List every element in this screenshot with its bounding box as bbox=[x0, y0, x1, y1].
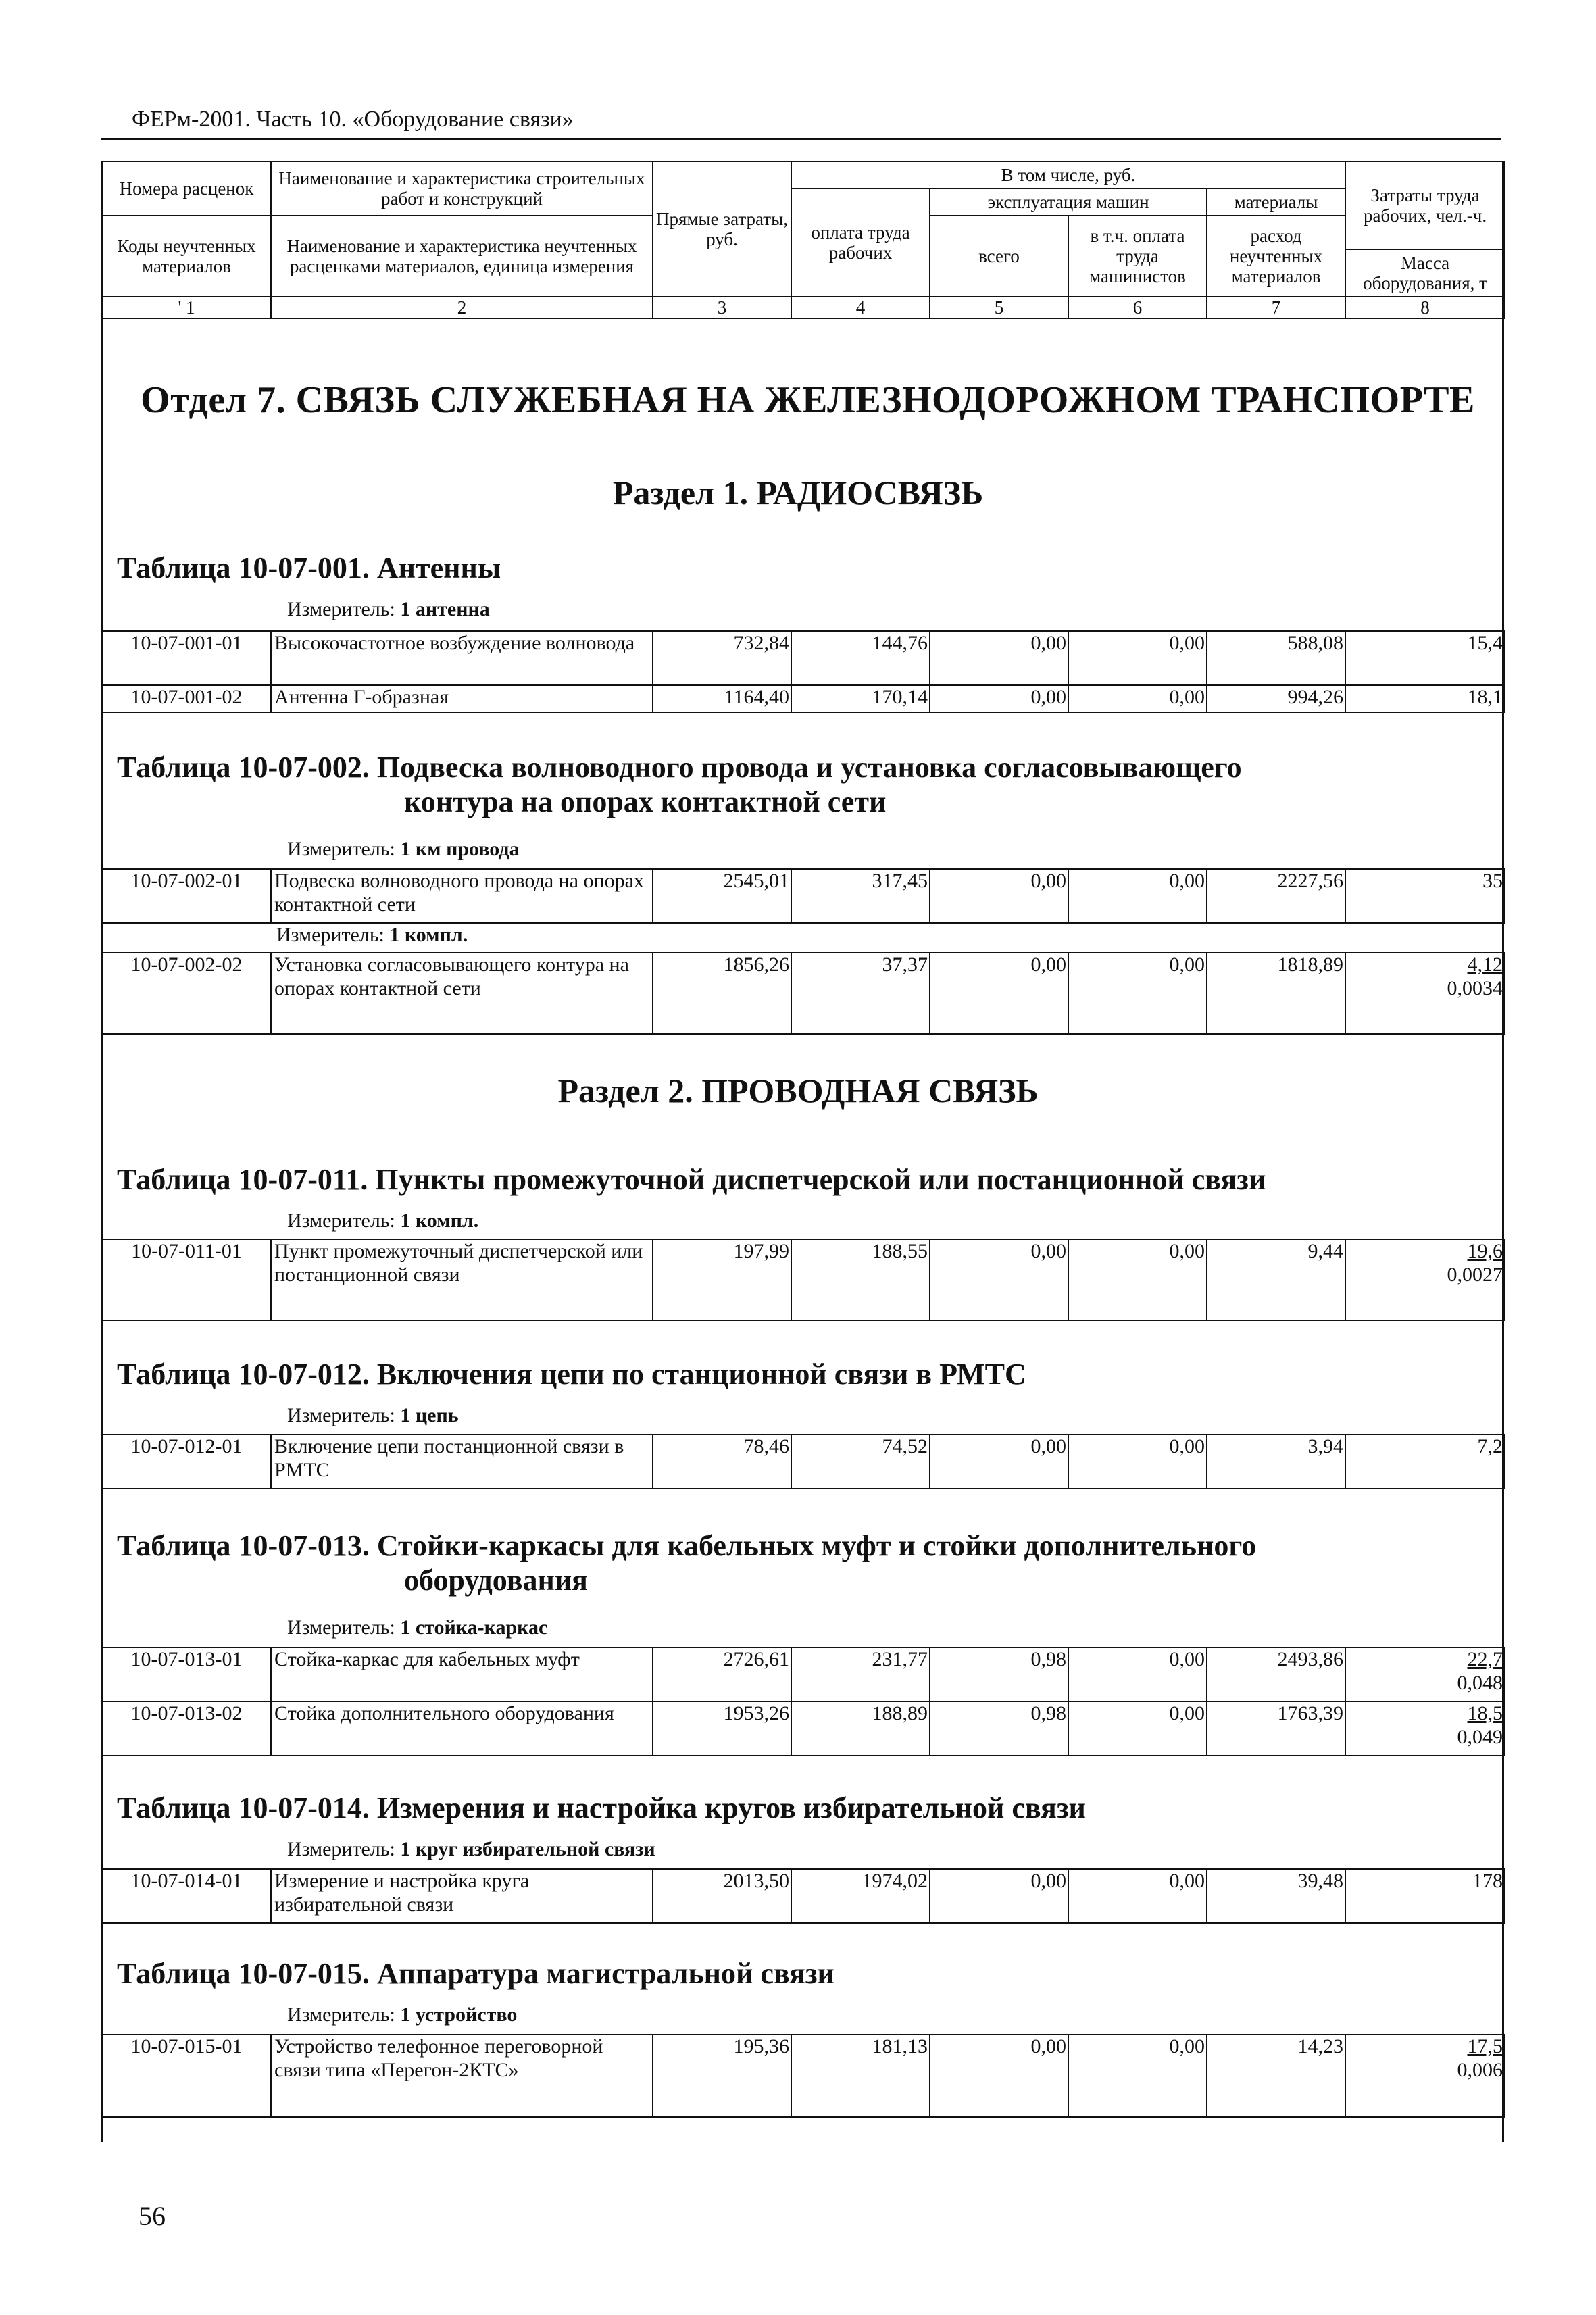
table-013-measure bbox=[287, 1616, 547, 1639]
labor-hours: 15,4 bbox=[1345, 631, 1505, 685]
machines-total: 0,00 bbox=[930, 1869, 1068, 1923]
table-015-title: Таблица 10-07-015. Аппаратура магистральной связи bbox=[117, 1957, 834, 1990]
labor-pay: 170,14 bbox=[791, 685, 930, 712]
column-number: 2 bbox=[271, 297, 653, 318]
materials-cost: 14,23 bbox=[1207, 2035, 1345, 2117]
table-014-title: Таблица 10-07-014. Измерения и настройка кругов избирательной связи bbox=[117, 1791, 1086, 1824]
rate-code: 10-07-002-01 bbox=[102, 869, 271, 923]
machines-total: 0,00 bbox=[930, 1435, 1068, 1489]
table-011-measure bbox=[287, 1210, 478, 1233]
col-1-bottom-header: Коды неучтенных материалов bbox=[102, 216, 271, 297]
table-row bbox=[102, 631, 1505, 685]
direct-cost: 197,99 bbox=[653, 1239, 791, 1320]
rate-code: 10-07-001-02 bbox=[102, 685, 271, 712]
col-8-top-header: Затраты труда рабочих, чел.-ч. bbox=[1345, 161, 1505, 249]
header-rule bbox=[101, 138, 1501, 140]
labor-hours: 18,5 0,049 bbox=[1345, 1701, 1505, 1756]
column-number: 7 bbox=[1207, 297, 1345, 318]
table-012-measure bbox=[287, 1404, 459, 1427]
col-1-top-header: Номера расценок bbox=[102, 161, 271, 216]
direct-cost: 195,36 bbox=[653, 2035, 791, 2117]
machinist-pay: 0,00 bbox=[1068, 1239, 1207, 1320]
labor-pay: 144,76 bbox=[791, 631, 930, 685]
measure-label: Измеритель: bbox=[287, 1404, 395, 1426]
materials-cost: 1818,89 bbox=[1207, 953, 1345, 1034]
direct-cost: 1164,40 bbox=[653, 685, 791, 712]
direct-cost: 732,84 bbox=[653, 631, 791, 685]
labor-hours: 18,1 bbox=[1345, 685, 1505, 712]
table-row bbox=[102, 869, 1505, 923]
measure-value: 1 круг избирательной связи bbox=[400, 1838, 655, 1860]
measure-value: 1 цепь bbox=[400, 1404, 459, 1426]
labor-pay: 188,55 bbox=[791, 1239, 930, 1320]
table-001-rows bbox=[101, 630, 1505, 713]
running-header: ФЕРм-2001. Часть 10. «Оборудование связи» bbox=[132, 107, 574, 132]
rate-name: Высокочастотное возбуждение волновода bbox=[271, 631, 653, 685]
machines-total: 0,00 bbox=[930, 685, 1068, 712]
machinist-pay: 0,00 bbox=[1068, 2035, 1207, 2117]
measure-value: 1 км провода bbox=[400, 838, 520, 860]
labor-pay: 37,37 bbox=[791, 953, 930, 1034]
machinist-pay: 0,00 bbox=[1068, 953, 1207, 1034]
labor-hours: 19,6 0,0027 bbox=[1345, 1239, 1505, 1320]
rate-code: 10-07-002-02 bbox=[102, 953, 271, 1034]
equipment-mass: 0,0034 bbox=[1447, 976, 1503, 999]
measure-label: Измеритель: bbox=[287, 2003, 395, 2026]
page-number: 56 bbox=[139, 2201, 166, 2231]
materials-header: материалы bbox=[1207, 189, 1345, 216]
table-001-measure bbox=[287, 598, 490, 621]
measure-value: 1 устройство bbox=[400, 2003, 518, 2026]
table-014-measure bbox=[287, 1838, 655, 1861]
table-row bbox=[102, 1647, 1505, 1701]
col-3-header: Прямые затраты, руб. bbox=[653, 161, 791, 297]
labor-pay: 74,52 bbox=[791, 1435, 930, 1489]
section-1-title: Раздел 1. РАДИОСВЯЗЬ bbox=[612, 474, 984, 512]
equipment-mass: 0,049 bbox=[1457, 1725, 1503, 1748]
labor-pay: 231,77 bbox=[791, 1647, 930, 1701]
materials-cost: 2493,86 bbox=[1207, 1647, 1345, 1701]
rate-name: Включение цепи постанционной связи в РМТС bbox=[271, 1435, 653, 1489]
rate-name: Пункт промежуточный диспетчерской или постанционной связи bbox=[271, 1239, 653, 1320]
col-7-header: расход неучтенных материалов bbox=[1207, 216, 1345, 297]
materials-cost: 1763,39 bbox=[1207, 1701, 1345, 1756]
table-002-title: Таблица 10-07-002. Подвеска волноводного провода и установка согласовывающего контура на опорах контактной сети bbox=[117, 751, 1242, 818]
materials-cost: 3,94 bbox=[1207, 1435, 1345, 1489]
column-number: 6 bbox=[1068, 297, 1207, 318]
group-header: В том числе, руб. bbox=[791, 161, 1345, 189]
direct-cost: 78,46 bbox=[653, 1435, 791, 1489]
direct-cost: 2545,01 bbox=[653, 869, 791, 923]
machines-total: 0,98 bbox=[930, 1701, 1068, 1756]
labor-hours: 178 bbox=[1345, 1869, 1505, 1923]
rate-name: Измерение и настройка круга избирательной связи bbox=[271, 1869, 653, 1923]
table-012-title: Таблица 10-07-012. Включения цепи по станционной связи в РМТС bbox=[117, 1358, 1026, 1391]
col-5-header: всего bbox=[930, 216, 1068, 297]
labor-hours: 17,5 0,006 bbox=[1345, 2035, 1505, 2117]
table-013-rows bbox=[101, 1647, 1505, 1756]
column-number: 5 bbox=[930, 297, 1068, 318]
machinist-pay: 0,00 bbox=[1068, 869, 1207, 923]
table-001-title: Таблица 10-07-001. Антенны bbox=[117, 551, 501, 584]
table-row bbox=[102, 2035, 1505, 2117]
machinist-pay: 0,00 bbox=[1068, 1701, 1207, 1756]
machines-total: 0,00 bbox=[930, 2035, 1068, 2117]
labor-pay: 188,89 bbox=[791, 1701, 930, 1756]
table-row bbox=[102, 1869, 1505, 1923]
machinist-pay: 0,00 bbox=[1068, 1435, 1207, 1489]
rate-code: 10-07-011-01 bbox=[102, 1239, 271, 1320]
measure-row bbox=[102, 923, 1505, 953]
table-013-title: Таблица 10-07-013. Стойки-каркасы для кабельных муфт и стойки дополнительного оборудования bbox=[117, 1529, 1257, 1597]
column-number: 4 bbox=[791, 297, 930, 318]
col-2-bottom-header: Наименование и характеристика неучтенных расценками материалов, единица измерения bbox=[271, 216, 653, 297]
equipment-mass: 0,006 bbox=[1457, 2058, 1503, 2081]
table-row bbox=[102, 1239, 1505, 1320]
machines-total: 0,00 bbox=[930, 953, 1068, 1034]
machines-total: 0,00 bbox=[930, 631, 1068, 685]
table-002-rows bbox=[101, 868, 1505, 1035]
labor-hours: 22,7 0,048 bbox=[1345, 1647, 1505, 1701]
section-2-title: Раздел 2. ПРОВОДНАЯ СВЯЗЬ bbox=[557, 1072, 1039, 1110]
col-4-header: оплата труда рабочих bbox=[791, 189, 930, 297]
table-015-measure bbox=[287, 2003, 517, 2026]
rate-name: Стойка дополнительного оборудования bbox=[271, 1701, 653, 1756]
equipment-mass: 0,0027 bbox=[1447, 1263, 1503, 1286]
table-011-title: Таблица 10-07-011. Пункты промежуточной диспетчерской или постанционной связи bbox=[117, 1163, 1266, 1196]
table-002-measure-2: Измеритель: 1 компл. bbox=[271, 923, 1505, 953]
labor-hours: 4,12 0,0034 bbox=[1345, 953, 1505, 1034]
col-6-header: в т.ч. оплата труда машинистов bbox=[1068, 216, 1207, 297]
measure-value: 1 антенна bbox=[400, 598, 490, 620]
materials-cost: 588,08 bbox=[1207, 631, 1345, 685]
table-002-measure bbox=[287, 838, 520, 861]
rate-name: Антенна Г-образная bbox=[271, 685, 653, 712]
table-row bbox=[102, 1435, 1505, 1489]
col-8-bottom-header: Масса оборудования, т bbox=[1345, 249, 1505, 297]
materials-cost: 2227,56 bbox=[1207, 869, 1345, 923]
rate-name: Подвеска волноводного провода на опорах контактной сети bbox=[271, 869, 653, 923]
machinist-pay: 0,00 bbox=[1068, 1869, 1207, 1923]
rate-code: 10-07-001-01 bbox=[102, 631, 271, 685]
table-015-rows bbox=[101, 2034, 1505, 2118]
machinist-pay: 0,00 bbox=[1068, 685, 1207, 712]
rate-name: Стойка-каркас для кабельных муфт bbox=[271, 1647, 653, 1701]
direct-cost: 1856,26 bbox=[653, 953, 791, 1034]
measure-label: Измеритель: bbox=[287, 598, 395, 620]
measure-label: Измеритель: bbox=[287, 1838, 395, 1860]
measure-value: 1 стойка-каркас bbox=[400, 1616, 548, 1639]
table-011-rows bbox=[101, 1239, 1505, 1321]
column-number: 3 bbox=[653, 297, 791, 318]
labor-pay: 317,45 bbox=[791, 869, 930, 923]
machinist-pay: 0,00 bbox=[1068, 1647, 1207, 1701]
labor-hours: 35 bbox=[1345, 869, 1505, 923]
equipment-mass: 0,048 bbox=[1457, 1671, 1503, 1694]
labor-pay: 181,13 bbox=[791, 2035, 930, 2117]
rate-code: 10-07-014-01 bbox=[102, 1869, 271, 1923]
materials-cost: 9,44 bbox=[1207, 1239, 1345, 1320]
machines-total: 0,00 bbox=[930, 869, 1068, 923]
rate-code: 10-07-012-01 bbox=[102, 1435, 271, 1489]
rate-name: Установка согласовывающего контура на опорах контактной сети bbox=[271, 953, 653, 1034]
direct-cost: 2726,61 bbox=[653, 1647, 791, 1701]
machinist-pay: 0,00 bbox=[1068, 631, 1207, 685]
machines-header: эксплуатация машин bbox=[930, 189, 1207, 216]
labor-pay: 1974,02 bbox=[791, 1869, 930, 1923]
table-row bbox=[102, 953, 1505, 1034]
measure-label: Измеритель: bbox=[287, 1616, 395, 1639]
table-012-rows bbox=[101, 1434, 1505, 1489]
column-number: ' 1 bbox=[102, 297, 271, 318]
measure-label: Измеритель: bbox=[287, 838, 395, 860]
rate-code: 10-07-015-01 bbox=[102, 2035, 271, 2117]
materials-cost: 994,26 bbox=[1207, 685, 1345, 712]
table-row bbox=[102, 685, 1505, 712]
machines-total: 0,98 bbox=[930, 1647, 1068, 1701]
machines-total: 0,00 bbox=[930, 1239, 1068, 1320]
table-014-rows bbox=[101, 1868, 1505, 1924]
rate-code: 10-07-013-01 bbox=[102, 1647, 271, 1701]
measure-value: 1 компл. bbox=[400, 1210, 479, 1232]
rate-code: 10-07-013-02 bbox=[102, 1701, 271, 1756]
column-header-table bbox=[101, 161, 1505, 319]
table-row bbox=[102, 1701, 1505, 1756]
column-number: 8 bbox=[1345, 297, 1505, 318]
col-2-top-header: Наименование и характеристика строительных работ и конструкций bbox=[271, 161, 653, 216]
direct-cost: 2013,50 bbox=[653, 1869, 791, 1923]
department-title: Отдел 7. СВЯЗЬ СЛУЖЕБНАЯ НА ЖЕЛЕЗНОДОРОЖНОМ ТРАНСПОРТЕ bbox=[141, 379, 1475, 421]
labor-hours: 7,2 bbox=[1345, 1435, 1505, 1489]
measure-label: Измеритель: bbox=[287, 1210, 395, 1232]
rate-name: Устройство телефонное переговорной связи типа «Перегон-2КТС» bbox=[271, 2035, 653, 2117]
materials-cost: 39,48 bbox=[1207, 1869, 1345, 1923]
direct-cost: 1953,26 bbox=[653, 1701, 791, 1756]
